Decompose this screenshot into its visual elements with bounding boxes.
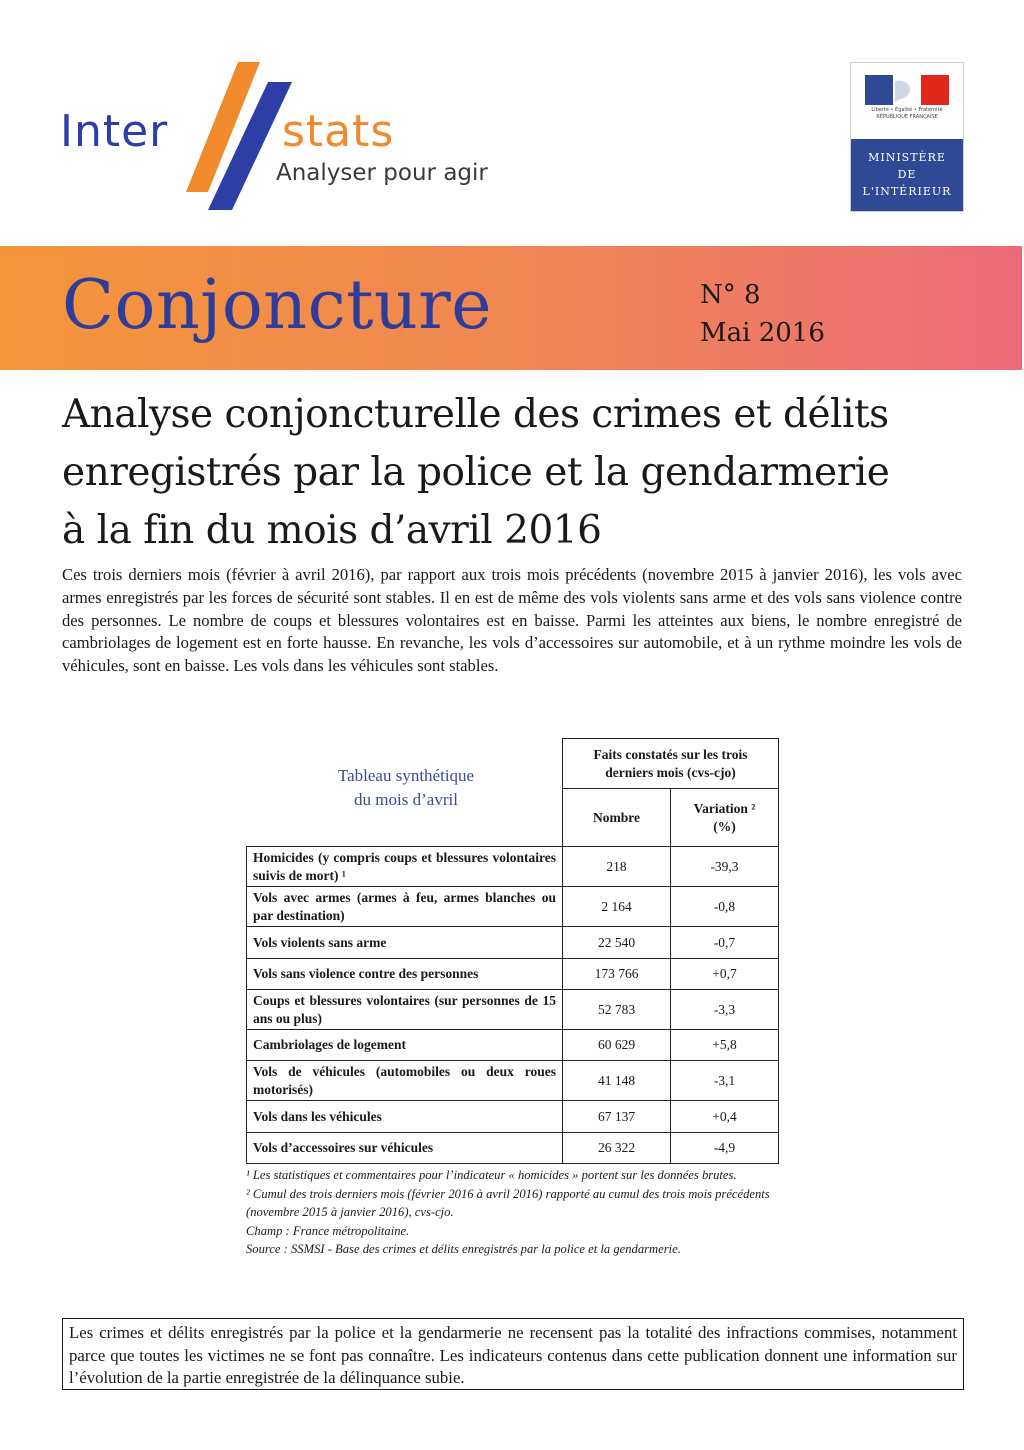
disclaimer-box: Les crimes et délits enregistrés par la police et la gendarmerie ne recensent pas la totalité des infractions commises, notamment parce que toutes les victimes ne se font pas connaître. Les indicateurs contenus dans cette publication donnent une information sur l’évolution de la partie enregistrée de la délinquance subie. [62,1318,964,1390]
row-label: Vols dans les véhicules [247,1101,563,1133]
ministry-motto [855,107,959,121]
row-label: Vols d’accessoires sur véhicules [247,1133,563,1164]
banner-title: Conjoncture [62,266,493,345]
row-label: Homicides (y compris coups et blessures volontaires suivis de mort) ¹ [247,847,563,887]
table-corner [247,739,563,789]
row-label: Vols de véhicules (automobiles ou deux roues motorisés) [247,1061,563,1101]
table-row [247,927,779,959]
summary-table [246,738,779,1164]
col-header-nombre: Nombre [563,789,671,847]
row-variation: +0,7 [671,959,779,990]
footnote-1: ¹ Les statistiques et commentaires pour l’indicateur « homicides » portent sur les données brutes. [246,1168,737,1182]
ministry-line1: MINISTÈRE [868,151,946,164]
brand-tagline: Analyser pour agir [276,160,488,186]
row-label: Coups et blessures volontaires (sur personnes de 15 ans ou plus) [247,990,563,1030]
row-nombre: 67 137 [563,1101,671,1133]
ministry-motto-line2: RÉPUBLIQUE FRANÇAISE [876,114,938,120]
row-label: Vols sans violence contre des personnes [247,959,563,990]
table-notes [246,1166,778,1259]
row-variation: -4,9 [671,1133,779,1164]
group-header-line1: Faits constatés sur les trois [593,746,748,762]
headline-line3: à la fin du mois d’avril 2016 [62,508,602,553]
group-header [563,739,779,789]
col-header-variation-line2: (%) [713,818,736,834]
issue-info [700,276,825,352]
ministry-line3: L'INTÉRIEUR [862,185,952,198]
row-nombre: 60 629 [563,1030,671,1061]
headline [62,386,972,560]
table-row [247,1101,779,1133]
row-nombre: 218 [563,847,671,887]
table-caption-line2: du mois d’avril [354,790,458,809]
table-header-row [247,789,779,847]
table-row [247,990,779,1030]
ministry-motto-line1: Liberté • Égalité • Fraternité [871,107,943,113]
table-caption-line1: Tableau synthétique [337,766,475,785]
row-variation: -0,7 [671,927,779,959]
group-header-line2: derniers mois (cvs-cjo) [605,764,736,780]
row-label: Vols avec armes (armes à feu, armes blanches ou par destination) [247,887,563,927]
row-variation: -3,1 [671,1061,779,1101]
row-variation: -3,3 [671,990,779,1030]
row-nombre: 52 783 [563,990,671,1030]
table-row [247,847,779,887]
issue-date: Mai 2016 [700,318,825,348]
col-header-variation [671,789,779,847]
table-group-header-row [247,739,779,789]
headline-line2: enregistrés par la police et la gendarmerie [62,450,890,495]
table-corner-2 [247,789,563,847]
row-nombre: 22 540 [563,927,671,959]
table-row [247,887,779,927]
row-label: Vols violents sans arme [247,927,563,959]
row-nombre: 41 148 [563,1061,671,1101]
row-variation: +0,4 [671,1101,779,1133]
brand-stats-text: stats [282,106,395,157]
row-nombre: 2 164 [563,887,671,927]
brand-inter-text: Inter [60,106,169,157]
issue-number: N° 8 [700,280,761,310]
headline-line1: Analyse conjoncturelle des crimes et délits [62,392,889,437]
ministry-name-box [851,139,963,211]
scope-note: Champ : France métropolitaine. [246,1223,410,1238]
row-nombre: 173 766 [563,959,671,990]
marianne-flag-icon [865,75,949,105]
table-row [247,959,779,990]
table-row [247,1133,779,1164]
table-row [247,1061,779,1101]
source-note: Source : SSMSI - Base des crimes et délits enregistrés par la police et la gendarmerie. [246,1242,681,1257]
row-variation: +5,8 [671,1030,779,1061]
row-variation: -39,3 [671,847,779,887]
ministry-logo [850,62,964,212]
col-header-variation-line1: Variation ² [693,800,756,816]
row-nombre: 26 322 [563,1133,671,1164]
ministry-line2: DE [897,168,917,181]
lead-paragraph: Ces trois derniers mois (février à avril 2016), par rapport aux trois mois précédents (novembre 2015 à janvier 2016), les vols avec armes enregistrés par les forces de sécurité sont stables. Il en est de même des vols violents sans arme et des vols sans violence contre des personnes. Le nombre de coups et blessures volontaires est en baisse. Parmi les atteintes aux biens, le nombre enregistré de cambriolages de logement est en forte hausse. En revanche, les vols d’accessoires sur automobile, et à un rythme moindre les vols de véhicules, sont en baisse. Les vols dans les véhicules sont stables. [62,565,962,676]
table-row [247,1030,779,1061]
row-variation: -0,8 [671,887,779,927]
footnote-2: ² Cumul des trois derniers mois (février 2016 à avril 2016) rapporté au cumul des trois mois précédents (novembre 2015 à janvier 2016), cvs-cjo. [246,1186,770,1220]
interstats-logo [60,62,520,212]
row-label: Cambriolages de logement [247,1030,563,1061]
